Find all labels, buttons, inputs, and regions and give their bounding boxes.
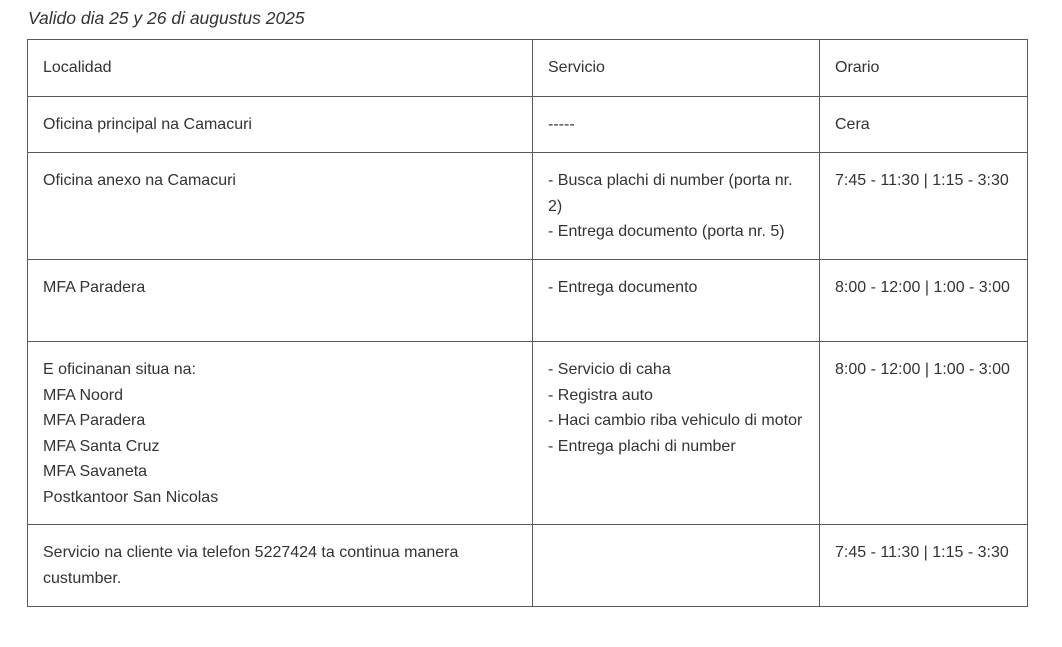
localidad-line: Servicio na cliente via telefon 5227424 ta continua manera custumber. <box>43 544 459 587</box>
schedule-table <box>27 39 1028 607</box>
table-row <box>28 153 1028 260</box>
schedule-caption: Valido dia 25 y 26 di augustus 2025 <box>28 8 305 28</box>
localidad-line: E oficinanan situa na: <box>43 361 196 378</box>
cell-orario: 7:45 - 11:30 | 1:15 - 3:30 <box>820 153 1028 260</box>
cell-localidad <box>28 153 533 260</box>
servicio-line: - Servicio di caha <box>548 361 671 378</box>
header-servicio: Servicio <box>533 40 820 97</box>
table-row <box>28 342 1028 525</box>
cell-localidad <box>28 97 533 153</box>
servicio-line: - Haci cambio riba vehiculo di motor <box>548 412 803 429</box>
table-row <box>28 525 1028 607</box>
localidad-line: Oficina principal na Camacuri <box>43 116 252 133</box>
localidad-line: MFA Noord <box>43 386 124 404</box>
localidad-line: MFA Savaneta <box>43 463 148 480</box>
localidad-line: Oficina anexo na Camacuri <box>43 172 236 189</box>
cell-servicio <box>533 342 820 525</box>
localidad-line: MFA Santa Cruz <box>43 437 160 455</box>
cell-localidad <box>28 525 533 607</box>
cell-orario: 8:00 - 12:00 | 1:00 - 3:00 <box>820 342 1028 525</box>
localidad-line: MFA Paradera <box>43 412 146 429</box>
cell-localidad <box>28 260 533 342</box>
table-header-row <box>28 40 1028 97</box>
servicio-line: - Entrega documento (porta nr. 5) <box>548 223 785 240</box>
table-row <box>28 97 1028 153</box>
servicio-line: - Busca plachi di number (porta nr. 2) <box>548 172 793 215</box>
cell-localidad <box>28 342 533 525</box>
servicio-line: - Entrega documento <box>548 279 698 296</box>
cell-servicio <box>533 525 820 607</box>
table-row <box>28 260 1028 342</box>
header-orario: Orario <box>820 40 1028 97</box>
cell-orario: Cera <box>820 97 1028 153</box>
servicio-line: - Entrega plachi di number <box>548 437 736 455</box>
localidad-line: Postkantoor San Nicolas <box>43 488 219 506</box>
cell-servicio <box>533 260 820 342</box>
cell-servicio <box>533 97 820 153</box>
localidad-line: MFA Paradera <box>43 279 146 296</box>
cell-servicio <box>533 153 820 260</box>
servicio-line: ----- <box>548 116 575 133</box>
cell-orario: 8:00 - 12:00 | 1:00 - 3:00 <box>820 260 1028 342</box>
cell-orario: 7:45 - 11:30 | 1:15 - 3:30 <box>820 525 1028 607</box>
header-localidad: Localidad <box>28 40 533 97</box>
servicio-line: - Registra auto <box>548 386 653 404</box>
